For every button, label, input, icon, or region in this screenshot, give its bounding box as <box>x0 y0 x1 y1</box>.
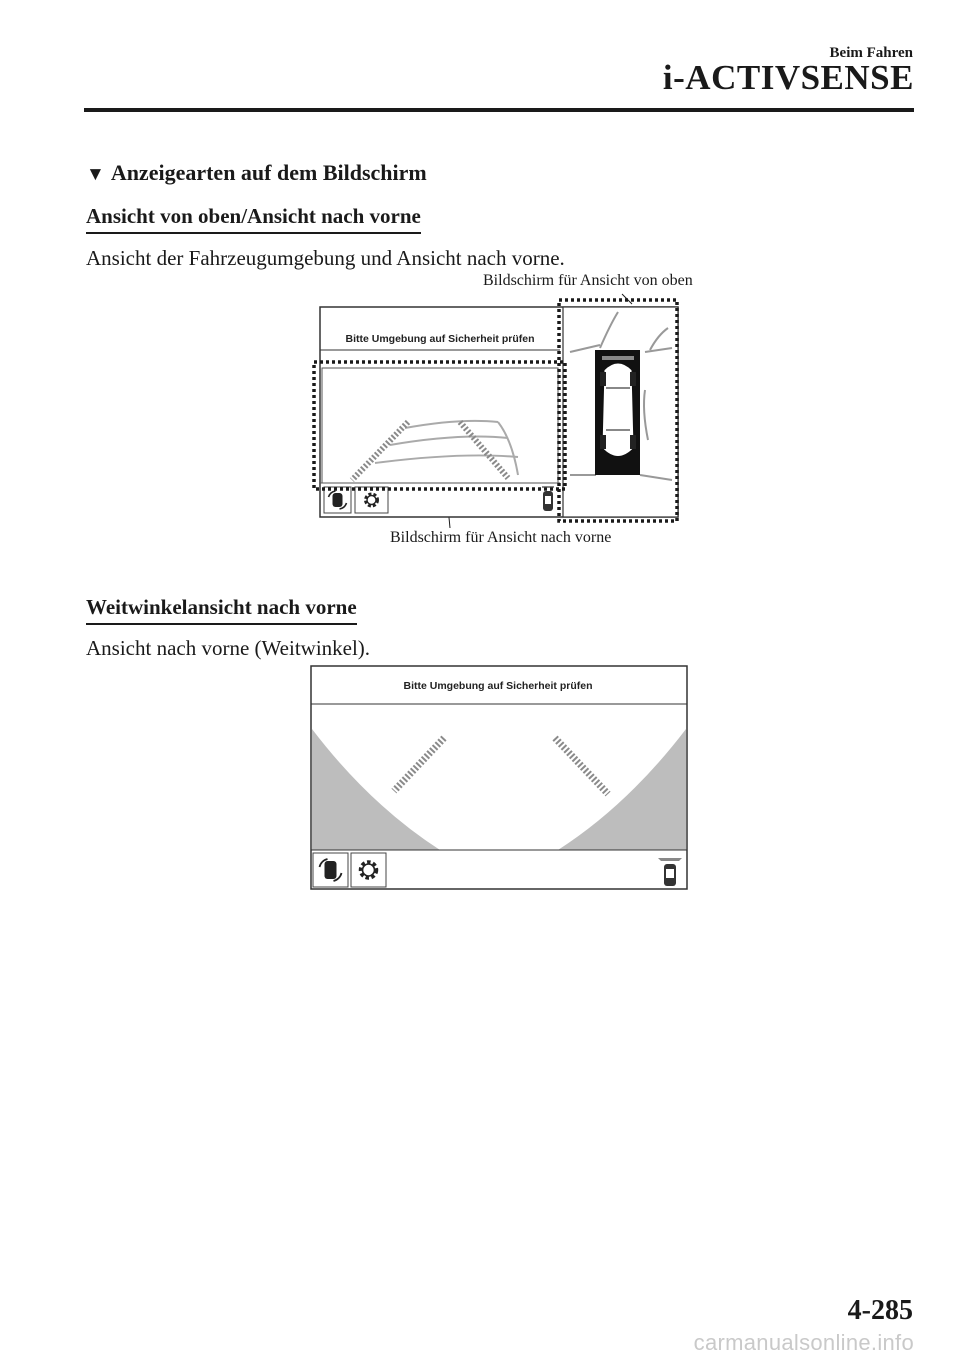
label-top-view: Bildschirm für Ansicht von oben <box>483 272 693 289</box>
figure-top-front-view <box>300 290 700 535</box>
screen-message: Bitte Umgebung auf Sicherheit prüfen <box>345 333 535 345</box>
triangle-marker-icon: ▼ <box>86 164 105 185</box>
main-heading-text: Anzeigearten auf dem Bildschirm <box>110 160 427 185</box>
page-number: 4-285 <box>847 1295 913 1326</box>
section2-title: Weitwinkelansicht nach vorne <box>86 595 357 625</box>
figure-wide-angle-view <box>310 665 690 893</box>
main-heading <box>86 160 427 186</box>
section2-description: Ansicht nach vorne (Weitwinkel). <box>86 636 371 660</box>
settings-gear-icon <box>361 862 377 878</box>
label-front-view: Bildschirm für Ansicht nach vorne <box>390 529 612 546</box>
watermark: carmanualsonline.info <box>693 1330 914 1355</box>
section1-description: Ansicht der Fahrzeugumgebung und Ansicht nach vorne. <box>86 246 565 270</box>
header-chapter-title: i-ACTIVSENSE <box>662 58 914 97</box>
header-section-title: Beim Fahren <box>829 45 913 61</box>
section1-title: Ansicht von oben/Ansicht nach vorne <box>86 204 421 234</box>
header-divider <box>84 108 914 112</box>
screen-message: Bitte Umgebung auf Sicherheit prüfen <box>403 680 593 692</box>
